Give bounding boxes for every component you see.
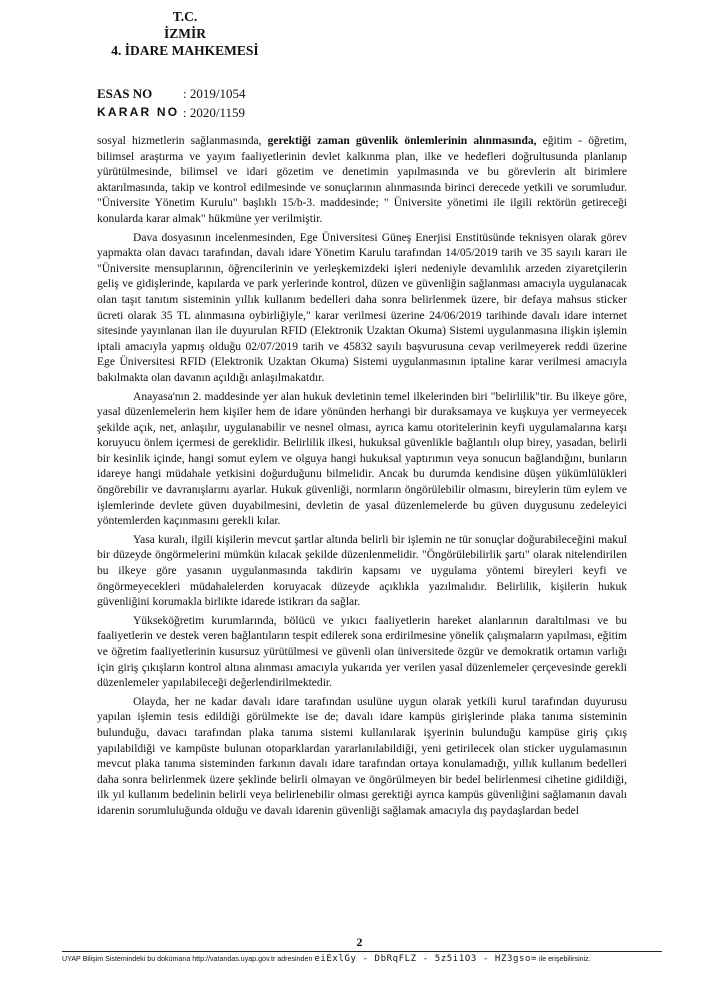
paragraph-3: Anayasa'nın 2. maddesinde yer alan hukuk devletinin temel ilkelerinden biri "belirlilik"tir. Bu ilkeye göre, yasal düzenlemelerin hem kişiler hem de idare yönünden herhangi bir duraksamaya ve kuşkuya yer vermeyecek şekilde açık, net, anlaşılır, uygulanabilir ve nesnel olması, ayrıca kamu otoritelerinin keyfi uygulamalarına karşı koruyucu önlem içermesi de gereklidir. Belirlilik ilkesi, hukuksal güvenlikle bağlantılı olup birey, yasadan, belirli bir kesinlik içinde, hangi somut eylem ve olguya hangi hukuksal yaptırımın veya sonucun bağlandığını, bunların idareye hangi müdahale yetkisini doğurduğunu bilmelidir. Ancak bu durumda kendisine düşen yükümlülükleri öngörebilir ve davranışlarını ayarlar. Hukuk güvenliği, normların öngörülebilir olmasını, bireylerin tüm eylem ve işlemlerinde devlete güven duyabilmesini, devletin de yasal düzenlemelerde bu güven duygusunu zedeleyici yöntemlerden kaçınmasını gerekli kılar. bbox=[97, 390, 627, 528]
footer-suffix: ile erişebilirsiniz. bbox=[539, 955, 591, 963]
paragraph-1-bold: gerektiği zaman güvenlik önlemlerinin alınmasında, bbox=[267, 135, 537, 147]
footer-prefix: UYAP Bilişim Sistemindeki bu dokümana http://vatandas.uyap.gov.tr adresinden bbox=[62, 955, 313, 963]
paragraph-5: Yükseköğretim kurumlarında, bölücü ve yıkıcı faaliyetlerin hareket alanlarının daraltılması ve bu faaliyetlerin ve destek veren bağlantıların tespit edilerek sona erdirilmesine yönelik çalışmaların yapılması, eğitim ve öğretim faaliyetlerinin kusursuz yürütülmesi ve güvenli olan üniversitede özgür ve demokratik ortamın varlığı için giriş çıkışların kontrol altına alınması amacıyla yukarıda yer verilen yasal düzenlemeler çerçevesinde gerekli düzenlemeler yapılabileceği değerlendirilmektedir. bbox=[97, 614, 627, 690]
document-body bbox=[97, 134, 627, 823]
karar-row bbox=[97, 103, 245, 122]
esas-value: : 2019/1054 bbox=[183, 86, 246, 101]
paragraph-1-start: sosyal hizmetlerin sağlanmasında, bbox=[97, 135, 268, 147]
footer-divider bbox=[62, 951, 662, 952]
paragraph-6: Olayda, her ne kadar davalı idare tarafından usulüne uygun olarak yetkili kurul tarafından duyurusu yapılan işlemin tesis edildiği görülmekte ise de; davalı idare kampüs girişlerinde plaka tanıma sisteminin bulunduğu, davacı tarafından plaka tanıma sistemi kullanılarak işyerinin bulunduğu kampüse giriş çıkış yapılabildiği ve kampüste bulunan otoparklardan yararlanılabildiği, yeni getirilecek olan sticker uygulamasının mevcut plaka tanıma sisteminden farkının davalı idare tarafından ortaya konulamadığı, yıllık kullanım bedelleri daha sonra belirlenmek üzere şeklinde belirli olmayan ve öngörülmeyen bir bedel belirlenmesi cihetine gidildiği, ilk yıl kullanım bedelinin belirli veya belirlenebilir olması gerektiği ayrıca kampüs güvenliğini sağlamanın davalı idarenin sorumluluğunda olduğu ve davalı idarenin güvenliği sağlamak amacıyla dış paydaşlardan bedel bbox=[97, 695, 627, 817]
karar-value: : 2020/1159 bbox=[183, 105, 245, 120]
esas-row bbox=[97, 84, 245, 103]
header-court: 4. İDARE MAHKEMESİ bbox=[111, 43, 259, 58]
karar-label: KARAR NO bbox=[97, 105, 180, 119]
header-city: İZMİR bbox=[163, 26, 206, 41]
header-country: T.C. bbox=[172, 9, 198, 24]
court-header bbox=[100, 8, 270, 59]
case-numbers bbox=[97, 84, 245, 122]
paragraph-1-end: eğitim - öğretim, bilimsel araştırma ve yayım faaliyetlerinin devlet kalkınma plan, ilke ve hedefleri doğrultusunda planlanıp yürütülmesinde, bilimsel ve idari gözetim ve denetimin yapılmasında ve bu görevlerin alt birimlere aktarılmasında, takip ve kontrol edilmesinde ve sonuçlarının alınmasında birinci derecede yetkili ve sorumludur. "Üniversite Yönetim Kurulu" başlıklı 15/b-3. maddesinde; " Üniversite yönetimi ile ilgili rektörün getireceği konularda karar almak" hükmüne yer verilmiştir. bbox=[97, 135, 627, 225]
paragraph-2: Dava dosyasının incelenmesinden, Ege Üniversitesi Güneş Enerjisi Enstitüsünde teknisyen olarak görev yapmakta olan davacı tarafından, davalı idare Yönetim Karulu tarafından 14/05/2019 tarih ve 35 sayılı kararı ile "Üniversite mensuplarının, öğrencilerinin ve yerleşkemizdeki işleri nedeniyle devamlılık arzeden ziyaretçilerin geliş ve gidişlerinde, kapılarda ve park yerlerinde kontrol, düzen ve güvenliğin sağlanması amacıyla uygulanacak olan taşıt tanıtım sisteminin yıllık kullanım bedelleri daha sonra belirlenmek üzere, bir defaya mahsus sticker ücreti olarak 35 TL alınmasına oybirliğiyle," karar verilmesi üzerine 24/06/2019 tarihinde davalı idare internet sitesinde yayınlanan ilan ile duyurulan RFID (Elektronik Uzaktan Okuma) Sistemi uygulanmasına ilişkin işlemin iptali amacıyla yapmış olduğu 02/07/2019 tarih ve 45832 sayılı başvurusuna cevap verilmeyerek reddi üzerine Ege Üniversitesi RFID (Elektronik Uzaktan Okuma) Sistemi uygulanmasının iptaline karar verilmesi amacıyla bakılmakta olan davanın açıldığı anlaşılmakatdır. bbox=[97, 231, 627, 384]
footer bbox=[62, 954, 662, 964]
paragraph-4: Yasa kuralı, ilgili kişilerin mevcut şartlar altında belirli bir işlemin ne tür sonuçlar doğurabileceğini makul bir düzeyde öngörmelerini mümkün kılacak şekilde düzenlenmelidir. "Öngörülebilirlik şartı" olarak nitelendirilen bu ilkeye göre yasanın uygulanmasında takdirin kapsamı ve uygulama yöntemi bireyleri keyfi ve öngörmeyecekleri müdahalelerden koruyacak düzeyde açıklıkla yazılmalıdır. Belirlilik, kişilerin hukuk güvenliğini korumakla birlikte idarede istikrarı da sağlar. bbox=[97, 533, 627, 609]
page-number: 2 bbox=[356, 935, 363, 949]
paragraph-1 bbox=[97, 134, 627, 228]
verification-code: eiExlGy - DbRqFLZ - 5z5i1O3 - HZ3gso= bbox=[314, 954, 538, 964]
esas-label: ESAS NO bbox=[97, 86, 153, 101]
